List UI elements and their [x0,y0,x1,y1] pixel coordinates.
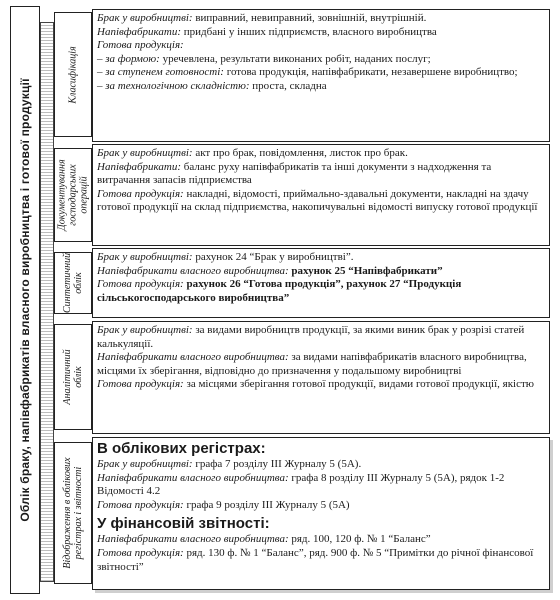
category-label: Аналітичний облік [62,349,84,405]
text-line: Брак у виробництві: рахунок 24 “Брак у виробництві”. [97,251,354,263]
text-line: Готова продукція: за місцями зберігання готової продукції, видами готової продукції, якістю [97,378,535,391]
text-line: Напівфабрикати: баланс руху напівфабрикатів та інші документи з надходження та витрачання запасів підприємства [97,160,492,187]
section-documentation [92,144,550,246]
main-title: Облік браку, напівфабрикатів власного виробництва і готової продукції [18,78,32,522]
category-label: Синтетичний облік [62,252,84,313]
category-analytical [54,324,92,430]
text-line: Напівфабрикати власного виробництва: рахунок 25 “Напівфабрикати” [97,264,443,277]
text-line: Напівфабрикати власного виробництва: ряд. 100, 120 ф. № 1 “Баланс” [97,533,431,546]
heading-financial-statements: У фінансовій звітності: [97,515,270,533]
text-line: Готова продукція: [97,39,184,52]
text-line: Готова продукція: ряд. 130 ф. № 1 “Баланс”, ряд. 900 ф. № 5 “Примітки до річної фінансової звітності” [97,546,534,573]
text-line: Напівфабрикати власного виробництва: графа 8 розділу III Журналу 5 (5А), рядок 1-2 Відомості 4.2 [97,471,505,498]
text-line: Готова продукція: графа 9 розділу III Журналу 5 (5А) [97,498,350,511]
text-line: – за ступенем готовності: готова продукція, напівфабрикати, незавершене виробництво; [97,66,518,79]
category-label: Класифікація [67,45,79,104]
section-reporting [92,437,550,590]
category-classification [54,12,92,137]
section-synthetic [92,248,550,318]
main-title-bar [10,6,40,594]
text-line: – за технологічною складністю: проста, складна [97,79,327,92]
text-line: Брак у виробництві: за видами виробництв продукції, за якими виник брак у розрізі статей калькуляції. [97,324,525,350]
text-line: Готова продукція: рахунок 26 “Готова продукція”, рахунок 27 “Продукція сільськогосподарського виробництва” [97,278,462,304]
category-synthetic [54,252,92,314]
text-line: Напівфабрикати власного виробництва: за видами напівфабрикатів власного виробництва, місцями їх зберігання, відповідно до призначення у подальшому виробництві [97,351,527,377]
text-line: Напівфабрикати: придбані у інших підприємств, власного виробництва [97,25,437,38]
text-line: – за формою: уречевлена, результати виконаних робіт, наданих послуг; [97,52,431,65]
section-analytical [92,321,550,434]
heading-registers: В облікових регістрах: [97,440,266,457]
section-classification [92,9,550,142]
text-line: Брак у виробництві: графа 7 розділу III Журналу 5 (5А). [97,458,362,470]
category-documentation [54,148,92,242]
connector-stripe [40,22,54,582]
text-line: Брак у виробництві: акт про брак, повідомлення, листок про брак. [97,147,408,159]
category-label: Відображення в облікових регістрах і звітності [62,457,84,569]
category-reporting [54,442,92,584]
category-label: Документування господарських операцій [56,159,90,231]
text-line: Брак у виробництві: виправний, невиправний, зовнішній, внутрішній. [97,12,427,24]
text-line: Готова продукція: накладні, відомості, приймально-здавальні документи, накладні на здачу готової продукції на склад підприємства, накопичувальні відомості випуску готової продукції [97,187,538,214]
